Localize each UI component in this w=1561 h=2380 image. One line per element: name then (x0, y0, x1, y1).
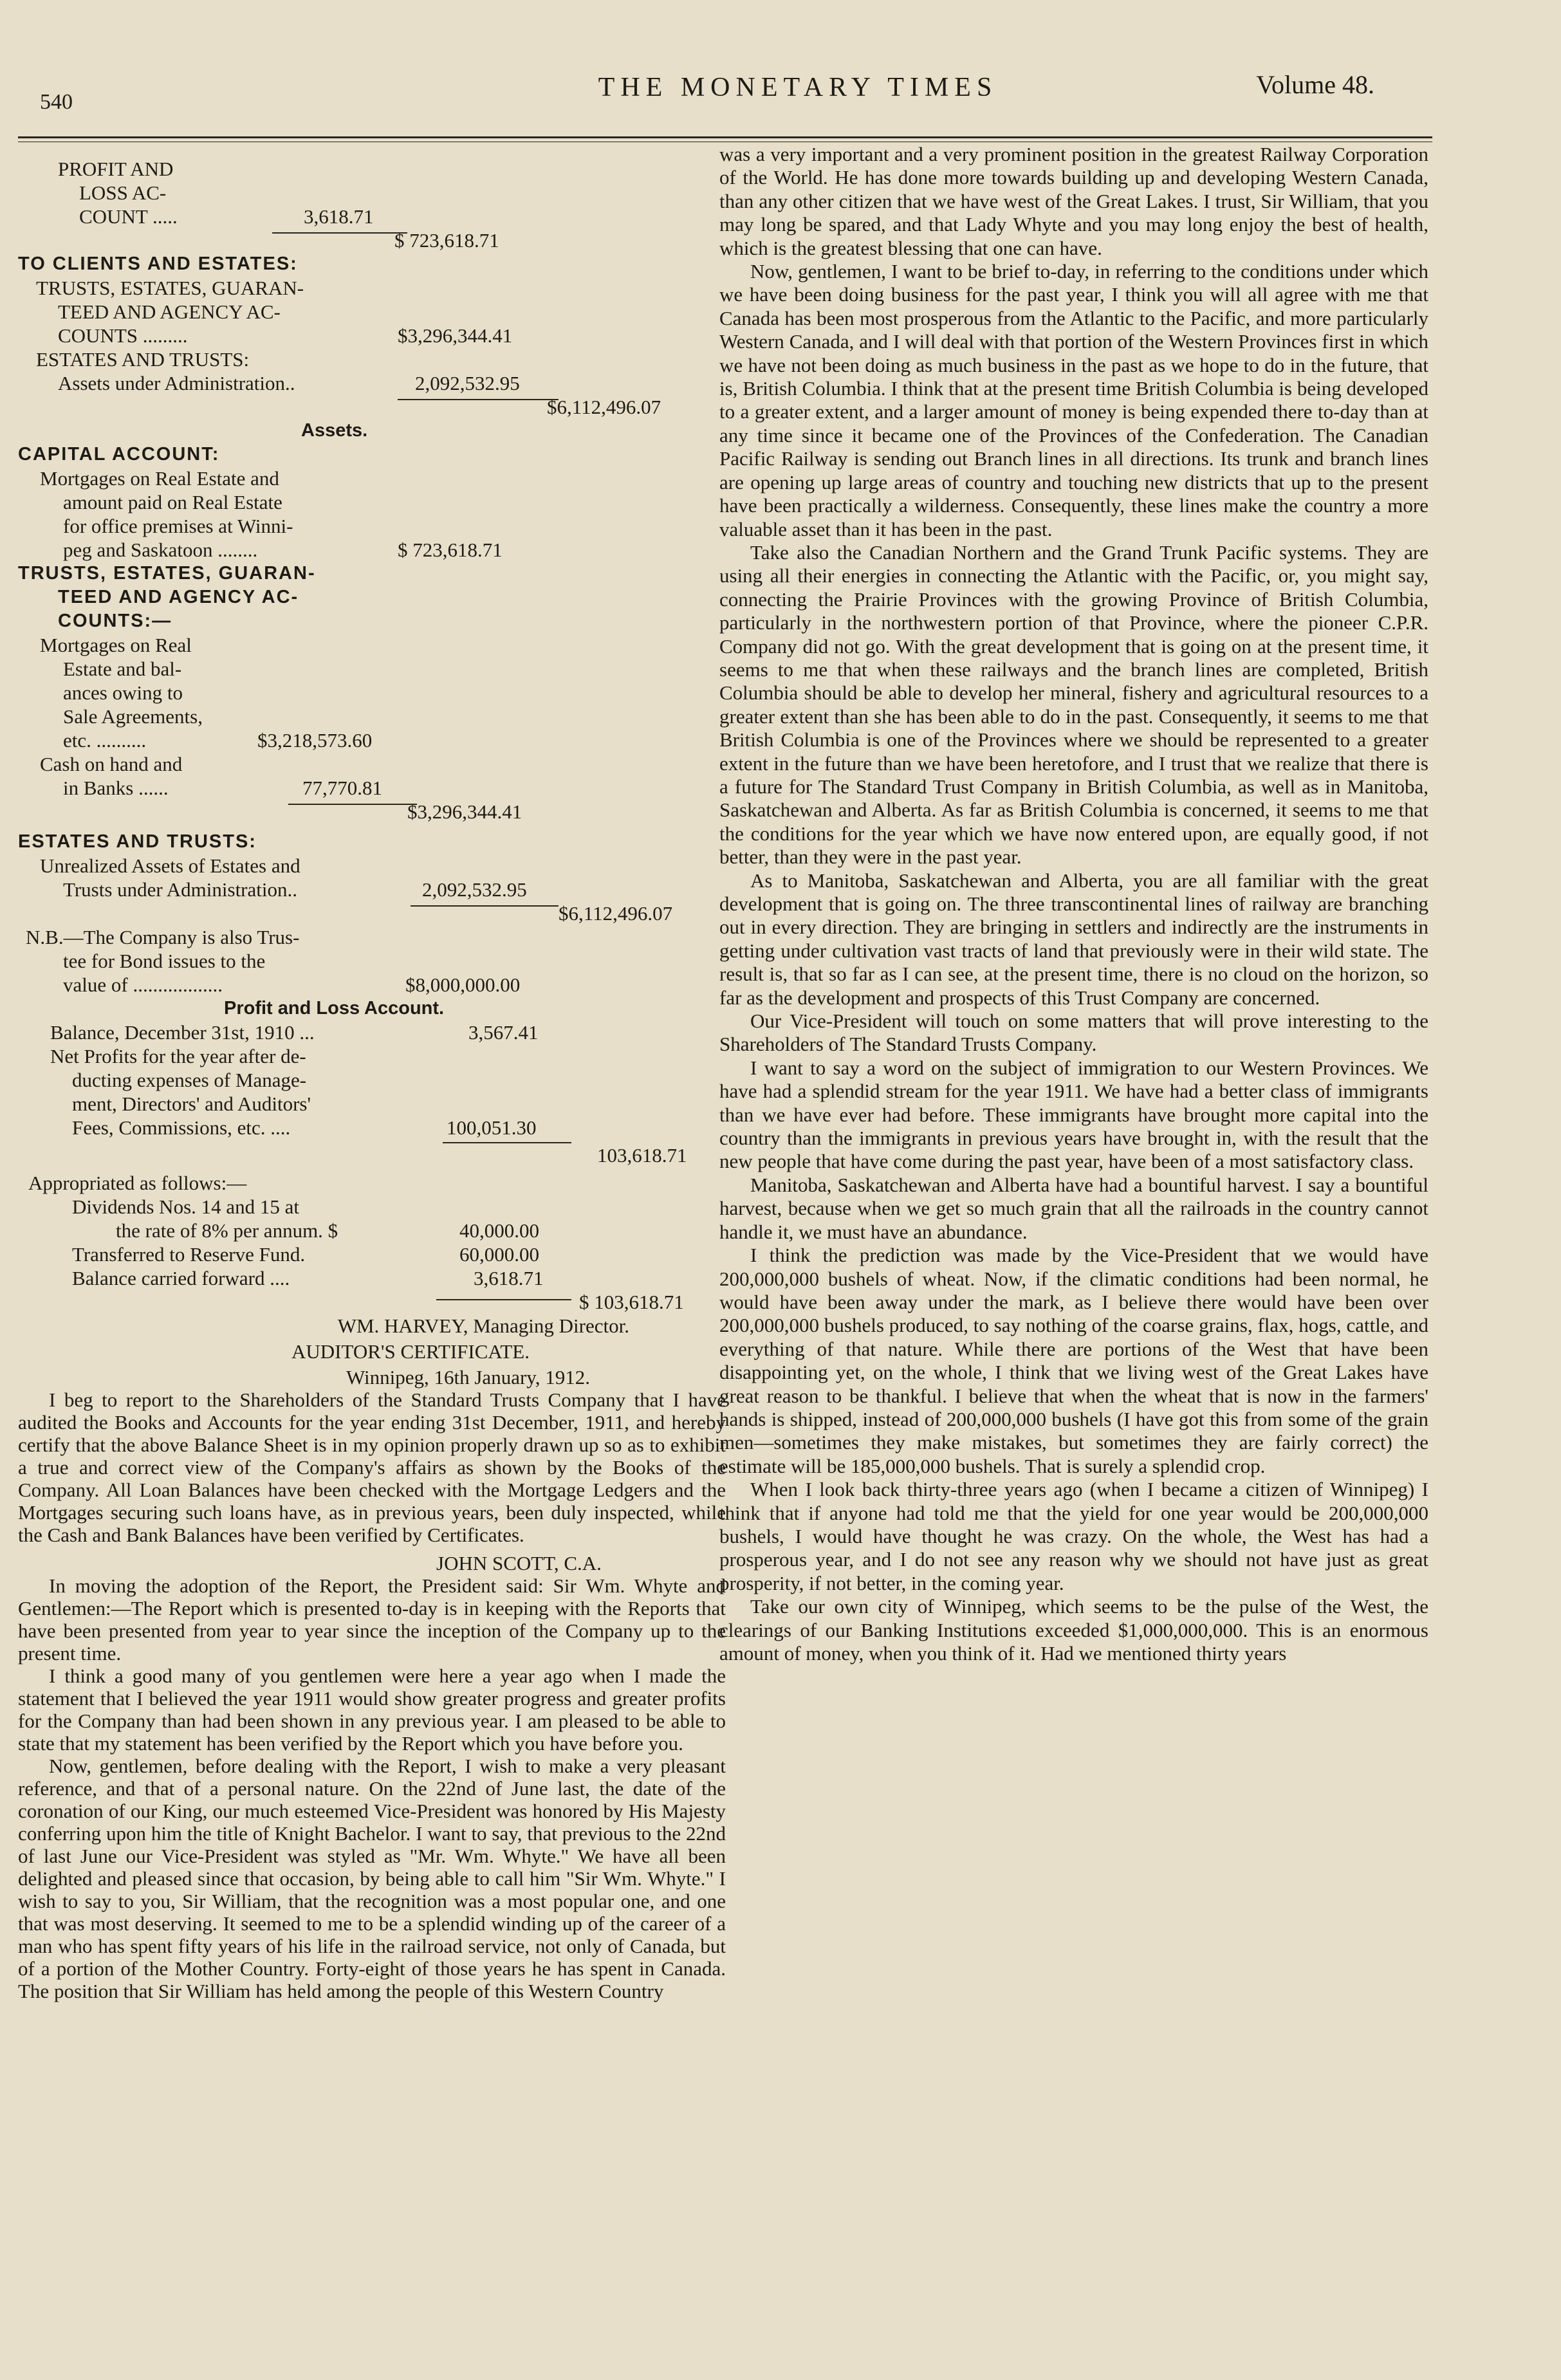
balance-row: value of .................. $8,000,000.00 (63, 973, 521, 996)
balance-row: $6,112,496.07 (18, 901, 726, 925)
header-rule (18, 136, 1432, 138)
balance-row: Dividends Nos. 14 and 15 at (72, 1195, 300, 1218)
balance-row: LOSS AC- (79, 181, 167, 204)
sum-rule (443, 1142, 571, 1143)
paragraph: I think a good many of you gentlemen were here a year ago when I made the statement that I believed the year 1911 would show greater progress and greater profits for the Company than had been shown in any previous year. I am pleased to be able to state that my statement has been verified by the Report which you have before you. (18, 1665, 726, 1755)
balance-row: ducting expenses of Manage- (72, 1069, 307, 1091)
balance-row: COUNT ..... 3,618.71 (79, 205, 374, 228)
balance-row: ances owing to (63, 681, 183, 704)
balance-row: Estate and bal- (63, 658, 182, 680)
journal-title: THE MONETARY TIMES (598, 73, 998, 102)
paragraph: I want to say a word on the subject of immigration to our Western Provinces. We have had a splendid stream for the year 1911. We have had a better class of immigrants than we have ever had before. These immigrants have brought more capital into the country than the immigrants in previous years have brought in, with the result that the new people that have come during the past year, have been of a most satisfactory class. (719, 1056, 1428, 1173)
balance-row: COUNTS ......... $3,296,344.41 (58, 324, 513, 347)
balance-row: Balance, December 31st, 1910 ... 3,567.41 (50, 1021, 539, 1044)
auditor-text: I beg to report to the Shareholders of the Standard Trusts Company that I have audited the Books and Accounts for the year ending 31st December, 1911, and hereby certify that the above Balance Sheet is in my opinion properly drawn up so as to exhibit a true and correct view of the Company's affairs as shown by the Books of the Company. All Loan Balances have been checked with the Mortgage Ledgers and the Mortgages securing such loans have, as in previous years, been duly inspected, while the Cash and Bank Balances have been verified by Certificates. (18, 1388, 726, 1546)
sum-rule (398, 399, 559, 400)
paragraph: When I look back thirty-three years ago (when I became a citizen of Winnipeg) I think that if anyone had told me that the yield for one year would be 200,000,000 bushels, I would have thought he was crazy. On the whole, the West has had a prosperous year, and I do not see any reason why we should not have just as great prosperity, if not better, in the coming year. (719, 1478, 1428, 1594)
paragraph: was a very important and a very prominent position in the greatest Railway Corporation of the World. He has done more towards building up and developing Western Canada, than any other citizen that we have west of the Great Lakes. I trust, Sir William, that you may long be spared, and that Lady Whyte and you may long enjoy the best of health, which is the greatest blessing that one can have. (719, 143, 1428, 259)
section-heading: COUNTS:— (58, 611, 172, 631)
section-heading: Profit and Loss Account. (224, 998, 445, 1019)
balance-row: Appropriated as follows:— (28, 1172, 247, 1194)
balance-row: $ 103,618.71 (18, 1290, 726, 1314)
volume-label: Volume 48. (1256, 70, 1374, 99)
section-heading: Assets. (301, 420, 368, 441)
paragraph: In moving the adoption of the Report, the President said: Sir Wm. Whyte and Gentlemen:—The Report which is presented to-day is in keeping with the Reports that have been presented from year to year since the inception of the Company up to the present time. (18, 1574, 726, 1665)
balance-row: Mortgages on Real Estate and (40, 467, 279, 490)
paragraph: Manitoba, Saskatchewan and Alberta have had a bountiful harvest. I say a bountiful harvest, because when we get so much grain that all the railroads in the country cannot handle it, we must have an abundance. (719, 1173, 1428, 1243)
paragraph: Take also the Canadian Northern and the Grand Trunk Pacific systems. They are using all their energies in connecting the Atlantic with the Pacific, or, you might say, connecting the Prairie Provinces with the growing Province of British Columbia, particularly in the northwestern portion of that Province, where the pioneer C.P.R. Company did not go. With the great development that is going on at the present time, it seems to me that when these railways and the branch lines are completed, British Columbia should be able to develop her mineral, fishery and agricultural resources to a greater extent than she has been able to do in the past. Consequently, it seems to me that British Columbia is one of the Provinces where we should be represented to a greater extent in the future than we have been heretofore, and I trust that we realize that there is a future for The Standard Trust Company in British Columbia, as well as in Manitoba, Saskatchewan and Alberta. As far as British Columbia is concerned, it seems to me that the conditions for the year which we have now entered upon, are equally good, if not better, than they were in the past year. (719, 540, 1428, 869)
auditor-heading: AUDITOR'S CERTIFICATE. (291, 1340, 530, 1363)
balance-row: tee for Bond issues to the (63, 950, 266, 972)
balance-row: Balance carried forward .... 3,618.71 (72, 1267, 544, 1289)
balance-row: Fees, Commissions, etc. .... 100,051.30 (72, 1116, 537, 1139)
balance-row: PROFIT AND (58, 158, 174, 180)
balance-row: Cash on hand and (40, 753, 183, 775)
balance-row: peg and Saskatoon ........ $ 723,618.71 (63, 539, 503, 561)
balance-row: $6,112,496.07 (18, 395, 726, 419)
sum-rule (411, 905, 559, 907)
balance-row: TEED AND AGENCY AC- (58, 300, 281, 323)
paragraph: Take our own city of Winnipeg, which seems to be the pulse of the West, the clearings of our Banking Institutions exceeded $1,000,000,000. This is an enormous amount of money, when you think of it. Had we mentioned thirty years (719, 1595, 1428, 1665)
signature: JOHN SCOTT, C.A. (436, 1552, 602, 1574)
paragraph: Now, gentlemen, I want to be brief to-day, in referring to the conditions under which we have been doing business for the past year, I think you will all agree with me that Canada has been most prosperous from the Atlantic to the Pacific, and more particularly Western Canada, and I will deal with that portion of the Western Provinces first in which we have not been doing as much business in the past as we hope to do in the future, that is, British Columbia. I think that at the present time British Columbia is being developed to a greater extent, and a larger amount of money is being expended there to-day than at any time since it became one of the Provinces of the Confederation. The Canadian Pacific Railway is sending out Branch lines in all directions. Its trunk and branch lines are opening up large areas of country and touching new districts that up to the present have been practically a wilderness. Consequently, these lines make the country a more valuable asset than it has been in the past. (719, 260, 1428, 540)
paragraph: Our Vice-President will touch on some matters that will prove interesting to the Shareholders of The Standard Trusts Company. (719, 1010, 1428, 1056)
balance-row: $3,296,344.41 (18, 800, 726, 824)
paragraph: Now, gentlemen, before dealing with the Report, I wish to make a very pleasant reference, and that of a personal nature. On the 22nd of June last, the date of the coronation of our King, our much esteemed Vice-President was honored by His Majesty conferring upon him the title of Knight Bachelor. I want to say, that previous to the 22nd of last June our Vice-President was styled as "Mr. Wm. Whyte." We have all been delighted and pleased since that occasion, by being able to call him "Sir Wm. Whyte." I wish to say to you, Sir William, that the recognition was a most popular one, and one that was most deserving. It seemed to me to be a splendid winding up of the career of a man who has spent fifty years of his life in the railroad service, not only of Canada, but of a portion of the Mother Country. Forty-eight of those years he has spent in Canada. The position that Sir William has held among the people of this Western Country (18, 1755, 726, 2002)
balance-row: $ 723,618.71 (18, 228, 726, 252)
signature: WM. HARVEY, Managing Director. (337, 1315, 629, 1337)
balance-row: Trusts under Administration.. 2,092,532.95 (63, 878, 527, 901)
balance-row: Net Profits for the year after de- (50, 1045, 306, 1067)
sum-rule (272, 232, 407, 234)
balance-row: etc. .......... $3,218,573.60 (63, 729, 373, 752)
balance-row: N.B.—The Company is also Trus- (26, 926, 300, 948)
balance-row: ment, Directors' and Auditors' (72, 1093, 311, 1115)
balance-row: ESTATES AND TRUSTS: (36, 348, 250, 371)
balance-row: Mortgages on Real (40, 634, 192, 656)
paragraph: I think the prediction was made by the Vice-President that we would have 200,000,000 bushels of wheat. Now, if the climatic conditions had been normal, he would have been away under the mark, as I believe there would have been over 200,000,000 bushels produced, to say nothing of the coarse grains, flax, hogs, cattle, and everything of that nature. While there are portions of the West that have been disappointing yet, on the whole, I think that we living west of the Great Lakes have great reason to be thankful. I believe that when the wheat that is now in the farmers' hands is shipped, instead of 200,000,000 bushels (I have got this from some of the grain men—sometimes they make mistakes, but sometimes they are fairly correct) the estimate will be 185,000,000 bushels. That is surely a splendid crop. (719, 1244, 1428, 1477)
section-heading: ESTATES AND TRUSTS: (18, 831, 257, 852)
page-number: 540 (40, 90, 73, 114)
right-column (719, 143, 1428, 1665)
balance-row: TRUSTS, ESTATES, GUARAN- (36, 277, 304, 299)
section-heading: TEED AND AGENCY AC- (58, 587, 299, 607)
left-column (18, 157, 726, 2002)
balance-row: for office premises at Winni- (63, 515, 293, 537)
balance-row: the rate of 8% per annum. $ 40,000.00 (116, 1219, 539, 1242)
balance-row: Assets under Administration.. 2,092,532.95 (58, 372, 520, 394)
balance-row: Unrealized Assets of Estates and (40, 854, 300, 877)
section-heading: TRUSTS, ESTATES, GUARAN- (18, 563, 316, 584)
auditor-date: Winnipeg, 16th January, 1912. (346, 1366, 591, 1388)
balance-row: in Banks ...... 77,770.81 (63, 777, 382, 799)
section-heading: CAPITAL ACCOUNT: (18, 444, 220, 465)
balance-row: amount paid on Real Estate (63, 491, 282, 513)
sum-rule (288, 804, 417, 805)
sum-rule (436, 1299, 571, 1300)
balance-row: Transferred to Reserve Fund. 60,000.00 (72, 1243, 539, 1266)
paragraph: As to Manitoba, Saskatchewan and Alberta, you are all familiar with the great development that is going on. The three transcontinental lines of railway are branching out in every direction. They are bringing in settlers and indirectly are the instruments in getting under cultivation vast tracts of land that previously were in their wild state. The result is, that so far as I can see, at the present time, there is no cloud on the horizon, so far as the development and prospects of this Trust Company are concerned. (719, 869, 1428, 1009)
balance-row: Sale Agreements, (63, 705, 203, 728)
section-heading: TO CLIENTS AND ESTATES: (18, 254, 298, 274)
balance-row: 103,618.71 (18, 1139, 726, 1163)
